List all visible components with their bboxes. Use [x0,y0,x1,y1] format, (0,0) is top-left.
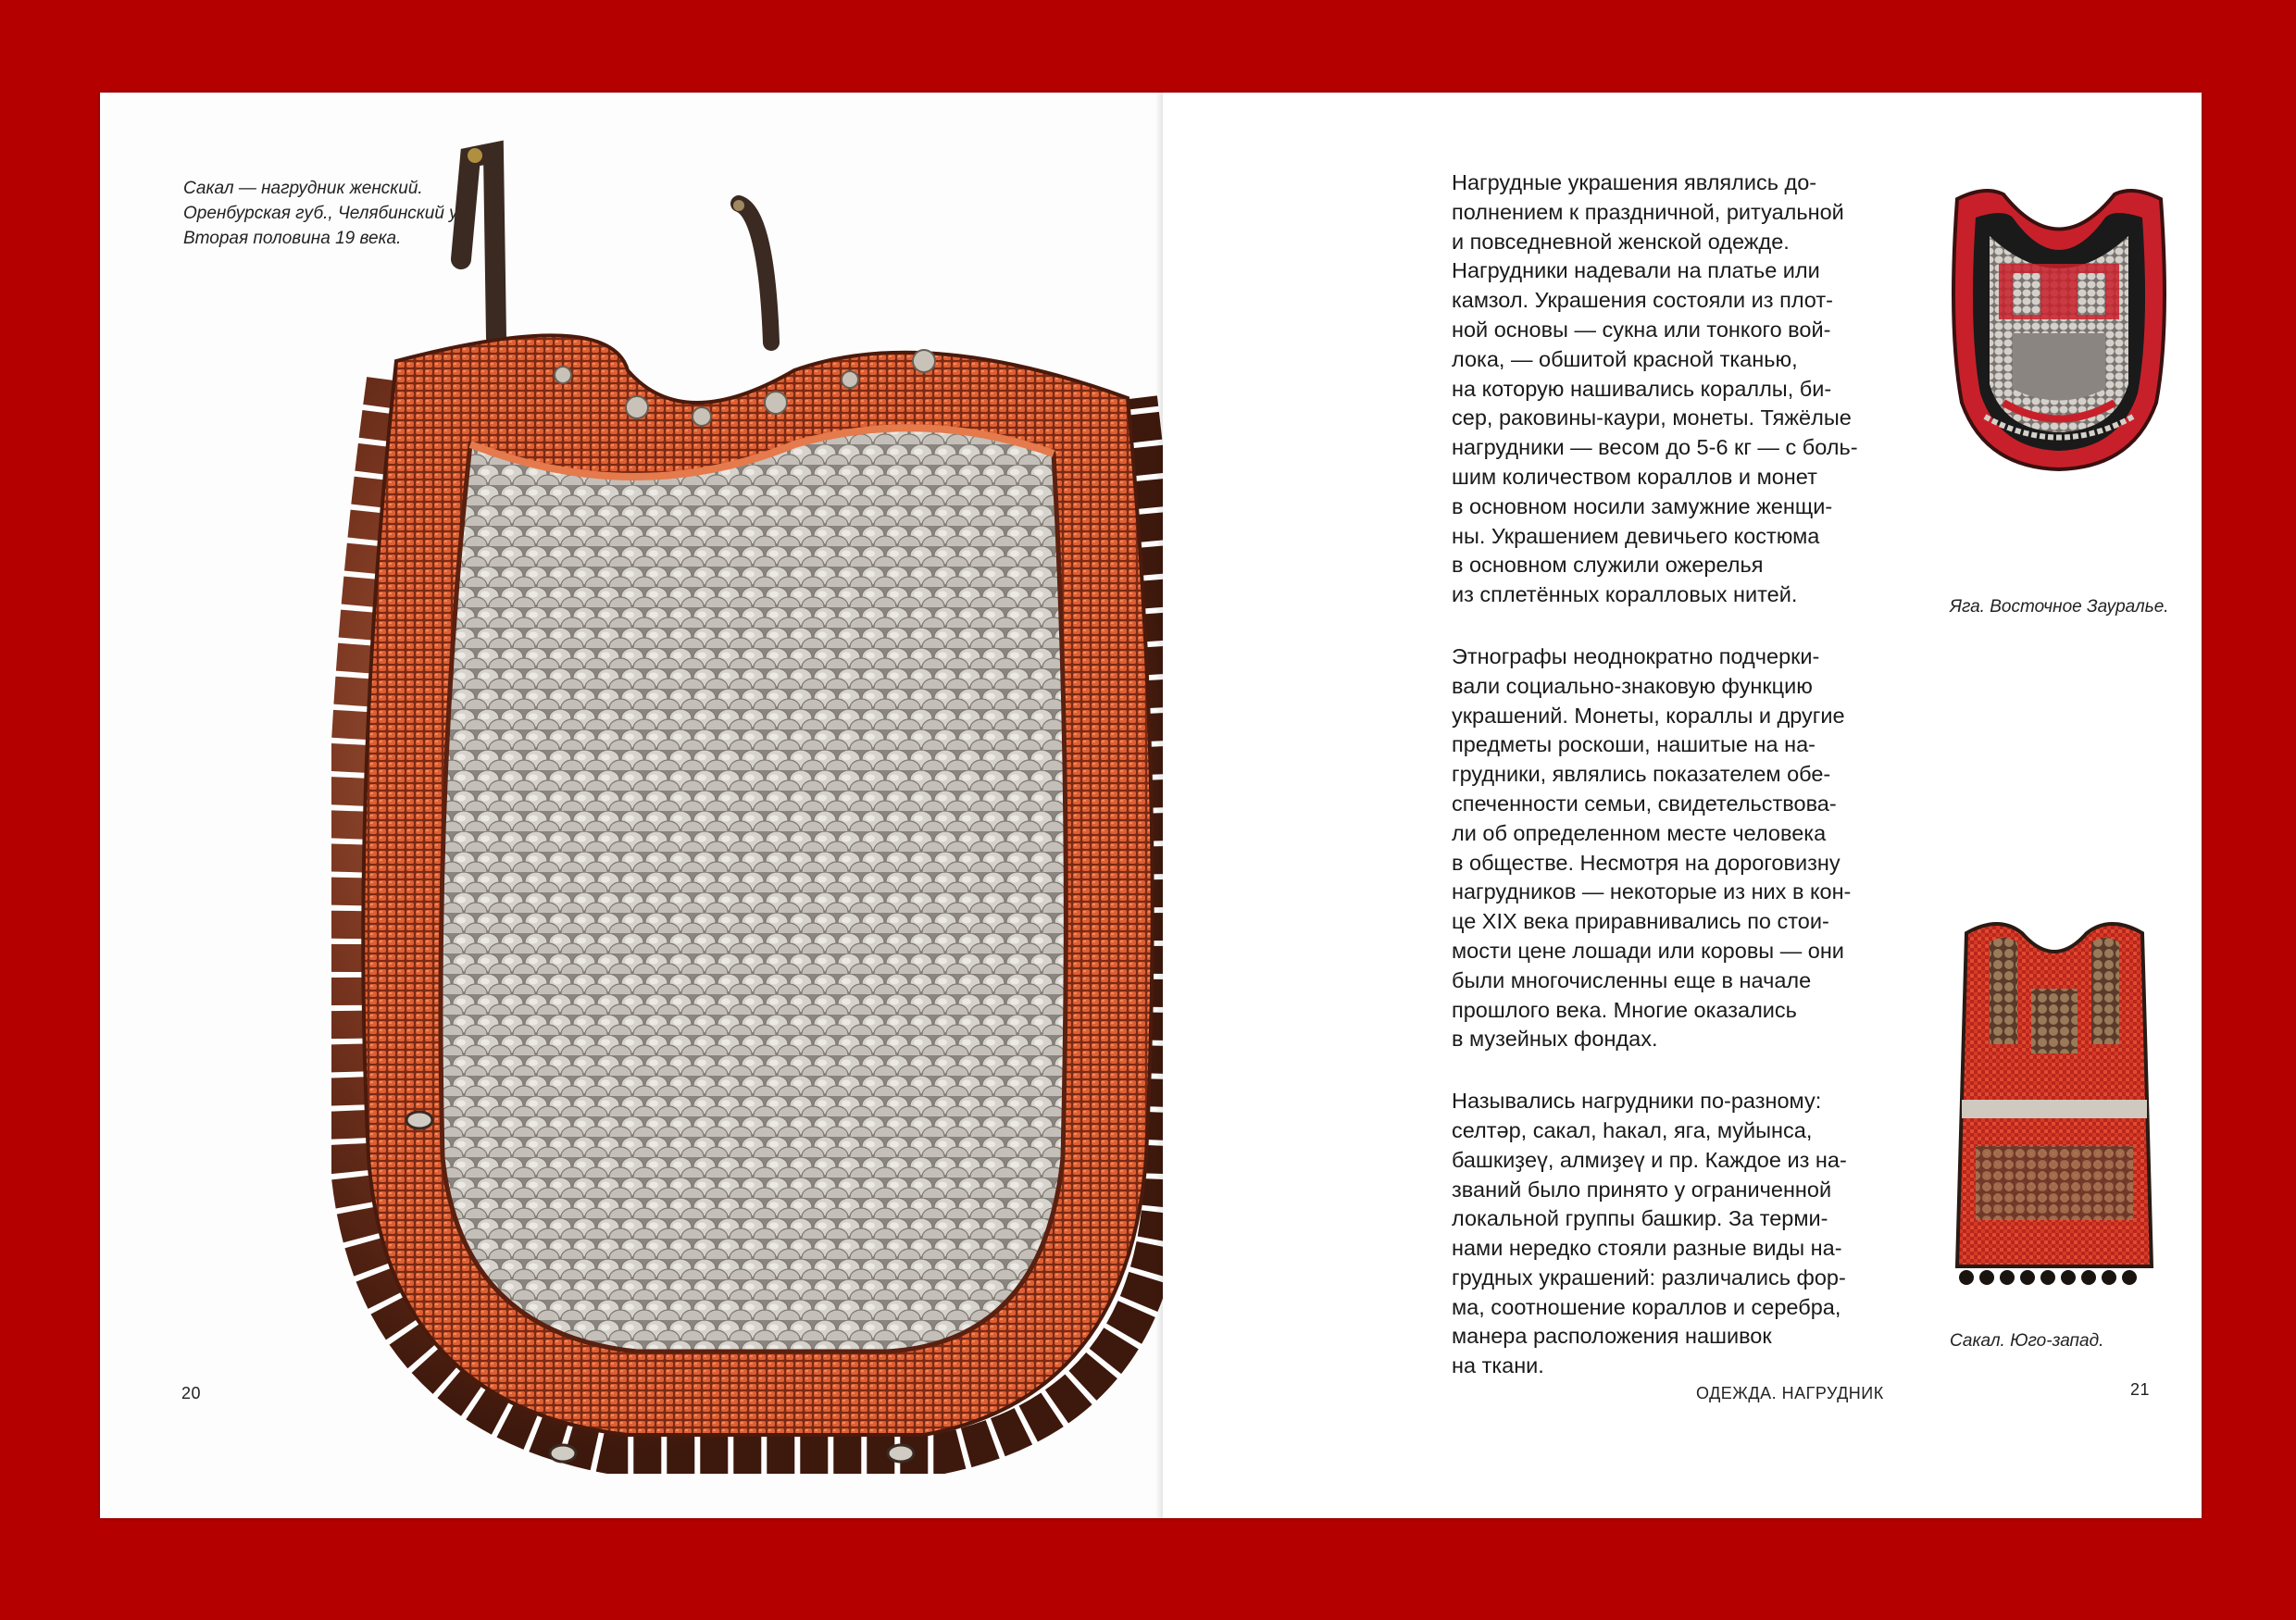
text-line: в основном служили ожерелья [1452,553,1764,578]
text-line: ной основы — сукна или тонкого вой- [1452,317,1831,342]
text-line: на которую нашивались кораллы, би- [1452,376,1832,401]
text-line: нами нередко стояли разные виды на- [1452,1236,1842,1261]
text-line: и повседневной женской одежде. [1452,229,1790,254]
text-line: из сплетённых коралловых нитей. [1452,582,1798,607]
text-line: локальной группы башкир. За терми- [1452,1206,1828,1231]
text-line: башкиҙеү, алмиҙеү и пр. Каждое из на- [1452,1147,1847,1172]
text-line: в музейных фондах. [1452,1027,1658,1052]
text-line: це XIX века приравнивались по стои- [1452,909,1829,934]
caption-line: Оренбурская губ., Челябинский у. [183,204,462,223]
text-line: спеченности семьи, свидетельствова- [1452,791,1837,816]
text-line: ны. Украшением девичьего костюма [1452,523,1820,548]
right-page [1163,93,2202,1518]
text-line: ли об определенном месте человека [1452,820,1827,845]
text-line: полнением к праздничной, ритуальной [1452,199,1844,224]
body-text [1452,168,1858,1381]
sakal-breastplate-photo [1948,915,2161,1303]
text-line: на ткани. [1452,1353,1544,1378]
text-line: нагрудников — некоторые из них в кон- [1452,879,1852,904]
text-line: были многочисленны еще в начале [1452,967,1812,992]
text-line: Нагрудники надевали на платье или [1452,258,1820,283]
yaga-breastplate-photo [1948,181,2170,477]
caption-line: Вторая половина 19 века. [183,229,402,248]
text-line: селтәр, сакал, һакал, яга, муйынса, [1452,1117,1813,1142]
text-line: Этнографы неоднократно подчерки- [1452,643,1820,668]
text-line: камзол. Украшения состояли из плот- [1452,288,1833,313]
caption-line: Сакал — нагрудник женский. [183,179,423,198]
text-line: прошлого века. Многие оказались [1452,997,1797,1022]
text-line: предметы роскоши, нашитые на на- [1452,732,1816,757]
text-line: в обществе. Несмотря на дороговизну [1452,850,1841,875]
paragraph-gap [1452,1054,1858,1087]
book-spread [100,93,2202,1518]
text-line: нагрудники — весом до 5-6 кг — с боль- [1452,435,1858,460]
text-line: лока, — обшитой красной тканью, [1452,346,1798,371]
text-line: Назывались нагрудники по-разному: [1452,1089,1822,1114]
page-number-left: 20 [181,1384,202,1402]
paragraph-gap [1452,610,1858,642]
text-line: званий было принято у ограниченной [1452,1177,1832,1202]
text-line: шим количеством кораллов и монет [1452,464,1817,489]
yaga-caption: Яга. Восточное Зауралье. [1950,597,2169,617]
left-page [100,93,1163,1518]
text-line: ма, соотношение кораллов и серебра, [1452,1294,1841,1319]
text-line: вали социально-знаковую функцию [1452,673,1813,698]
text-line: Нагрудные украшения являлись до- [1452,170,1817,194]
text-line: сер, раковины-каури, монеты. Тяжёлые [1452,405,1852,430]
sakal-caption: Сакал. Юго-запад. [1950,1331,2104,1351]
text-line: грудных украшений: различались фор- [1452,1265,1846,1290]
running-head: ОДЕЖДА. НАГРУДНИК [1696,1384,1884,1402]
text-line: мости цене лошади или коровы — они [1452,938,1844,963]
text-line: манера расположения нашивок [1452,1324,1772,1349]
text-line: украшений. Монеты, кораллы и другие [1452,703,1845,728]
text-line: грудники, являлись показателем обе- [1452,762,1831,787]
text-line: в основном носили замужние женщи- [1452,493,1833,518]
main-breastplate-photo [331,139,1220,1509]
page-number-right: 21 [2130,1380,2151,1399]
